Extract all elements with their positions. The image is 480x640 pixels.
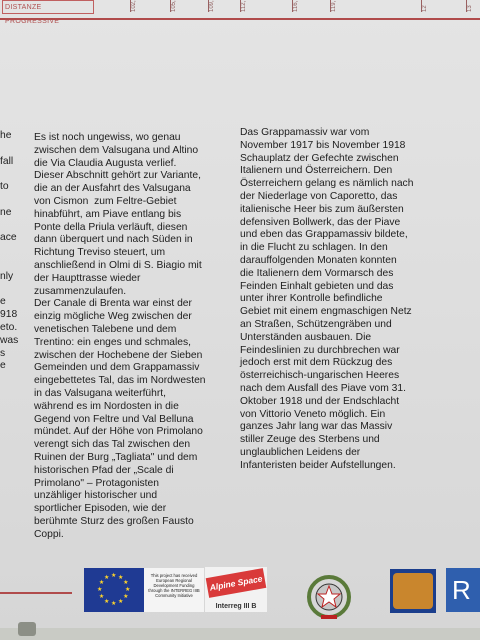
eu-star-icon: ★ — [123, 580, 129, 586]
ruler-tick-label: 102, — [131, 0, 137, 12]
eu-funding-text: This project has received European Regional Development Funding through the INTERREG IIIB Community Initiative — [148, 573, 200, 598]
partner-logo: R — [446, 568, 480, 612]
eu-flag-logo — [84, 568, 144, 612]
left-text-column: Es ist noch ungewiss, wo genau zwischen dem Valsugana und Altino die Via Claudia Augusta verlief. Dieser Abschnitt gehört zur Variante, die an der Ausfahrt des Valsugana von Cismon zum Feltre-Gebiet hinabführt, am Piave entlang bis Ponte della Priula verläuft, diesen dann überquert und nach Süden in Richtung Treviso steuert, um anschließend in Olmi di S. Biagio mit der Haupttrasse wieder zusammenzulaufen. Der Canale di Brenta war einst der einzig mögliche Weg zwischen der venetischen Talebene und dem Trentino: ein enges und schmales, zwischen der Hochebene der Sieben Gemeinden und dem Grappamassiv eingebettetes Tal, das im Nordwesten in das Valsugana weiterführt, während es im Nordosten in die Gegend von Feltre und Val Belluna mündet. Auf der Höhe von Primolano verengt sich das Tal zwischen den Ruinen der Burg „Tagliata" und dem historischen Pfad der „Scale di Primolano" – Protagonisten unzähliger historischer und sportlicher Episoden, wie der berühmte Sturz des großen Fausto Coppi. — [34, 132, 206, 540]
edge-fragment — [0, 168, 18, 181]
edge-fragment: e — [0, 360, 6, 372]
edge-fragment — [0, 143, 18, 156]
edge-fragment — [0, 284, 18, 297]
eu-star-icon: ★ — [104, 574, 110, 581]
cut-off-left-text — [0, 130, 18, 373]
edge-fragment: was — [0, 334, 19, 346]
mounting-bolt — [18, 622, 36, 636]
red-divider-line — [0, 592, 72, 594]
ruler-tick-label: 109, — [209, 0, 215, 12]
edge-fragment: he — [0, 130, 12, 141]
ruler-tick-label: 105, — [171, 0, 177, 12]
ruler-tick-label: 116, — [293, 0, 299, 12]
lion-of-st-mark-icon — [393, 573, 433, 609]
edge-fragment — [0, 258, 18, 271]
edge-fragment — [0, 245, 18, 258]
eu-star-icon: ★ — [98, 594, 105, 600]
eu-star-icon: ★ — [111, 601, 117, 607]
eu-star-icon: ★ — [118, 574, 124, 581]
eu-star-icon: ★ — [98, 580, 105, 586]
ruler-tick-label: 119, — [331, 0, 337, 12]
eu-star-icon: ★ — [111, 573, 117, 579]
eu-star-icon: ★ — [118, 599, 124, 606]
eu-funding-notice — [144, 568, 204, 612]
board-bottom-edge — [0, 628, 480, 640]
edge-fragment: 918 — [0, 309, 18, 321]
eu-star-icon: ★ — [104, 599, 110, 606]
eu-star-icon: ★ — [125, 587, 131, 593]
edge-fragment: ace — [0, 232, 17, 244]
eu-star-icon: ★ — [123, 594, 129, 600]
right-text-column: Das Grappamassiv war vom November 1917 bis November 1918 Schauplatz der Gefechte zwischen Italienern und Österreichern. Den Österreichern gelang es nämlich nach der Niederlage von Caporetto, das italienische Heer bis zum äußersten defensiven Bollwerk, das der Piave und eben das Grappamassiv bildete, in die Flucht zu schlagen. In den darauffolgenden Monaten konnten die Italienern dem Vormarsch des Feinden Einhalt gebieten und das unter ihrer Kontrolle befindliche Gebiet mit einem engmaschigen Netz an Straßen, Schützengräben und Unterständen ausbauen. Die Feindeslinien zu durchbrechen war jedoch erst mit dem Rückzug des österreichisch-ungarischen Heeres nach dem Ausfall des Piave vom 31. Oktober 1918 und der Endschlacht von Vittorio Veneto möglich. Ein ganzes Jahr lang war das Massiv stiller Zeuge des Sterbens und unglaublichen Leidens der Infanteristen beider Aufstellungen. — [240, 127, 414, 471]
ruler-label: DISTANZE PROGRESSIVE — [2, 0, 94, 14]
alpine-space-label: Alpine Space — [206, 568, 267, 598]
italian-emblem-logo — [304, 570, 354, 624]
veneto-region-logo — [390, 569, 436, 613]
edge-fragment: e — [0, 296, 6, 308]
eu-star-icon: ★ — [97, 587, 103, 593]
edge-fragment: s — [0, 347, 6, 359]
ruler-tick-label: 112, — [241, 0, 247, 12]
edge-fragment: nly — [0, 270, 14, 282]
edge-fragment: to — [0, 181, 9, 193]
edge-fragment — [0, 220, 18, 233]
ruler-tick-label: 13 — [467, 5, 473, 12]
distance-ruler — [0, 0, 480, 25]
alpine-space-logo — [205, 567, 267, 612]
edge-fragment: fall — [0, 155, 14, 167]
interreg-label: Interreg III B — [215, 603, 257, 610]
edge-fragment: eto. — [0, 321, 18, 333]
edge-fragment — [0, 194, 18, 207]
edge-fragment: ne — [0, 206, 12, 218]
ruler-tick-label: 12 — [422, 5, 428, 12]
